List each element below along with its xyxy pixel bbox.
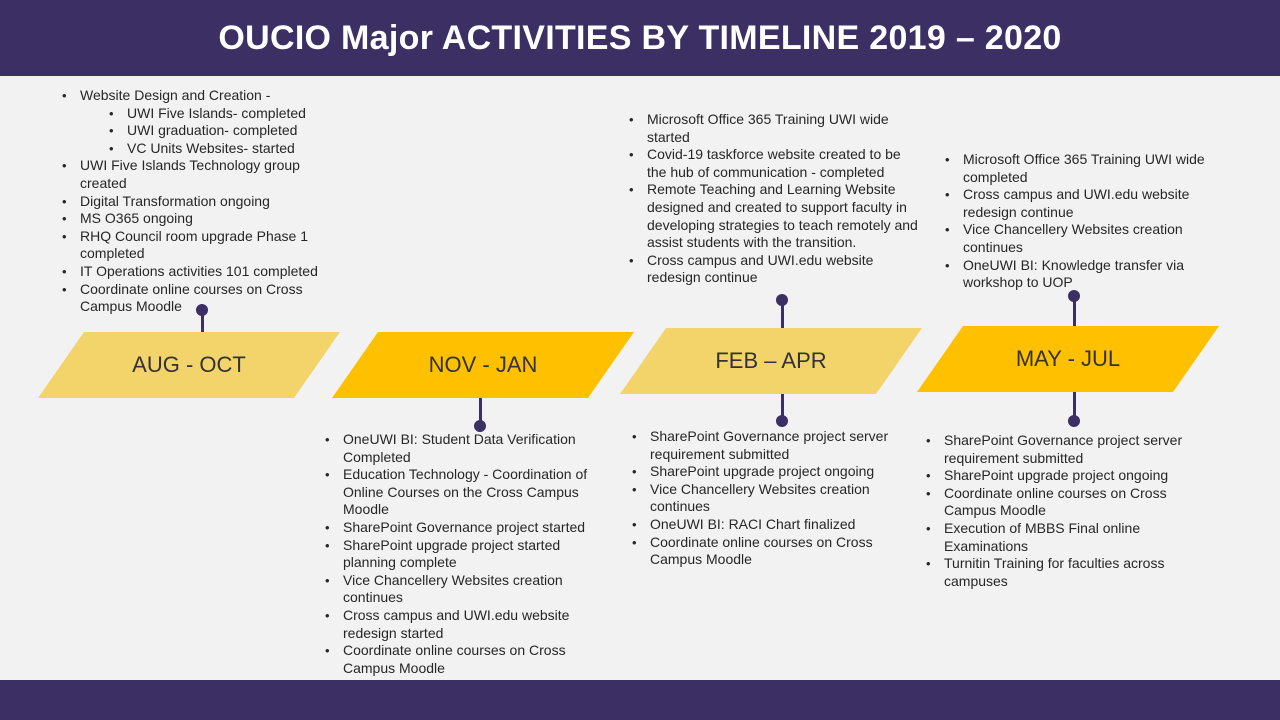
list-item: • SharePoint upgrade project ongoing [924,467,1214,485]
period-label: AUG - OCT [132,352,246,377]
connector-dot-feb-apr-bottom [776,415,788,427]
connector-may-jul-top [1073,298,1076,326]
footer-bar [0,680,1280,720]
list-item: • SharePoint upgrade project started planning complete [323,537,613,572]
list-item: • Cross campus and UWI.edu website redesign continue [627,252,922,287]
list-item: • SharePoint Governance project server requirement submitted [924,432,1214,467]
connector-feb-apr-top [781,304,784,328]
list-item: • Digital Transformation ongoing [60,193,350,211]
list-item: • Cross campus and UWI.edu website redesign started [323,607,613,642]
period-feb-apr [620,328,922,394]
header-bar [0,0,1280,76]
period-may-jul [917,326,1219,392]
period-nov-jan [332,332,634,398]
list-item: • RHQ Council room upgrade Phase 1 completed [60,228,350,263]
activity-list-aug-oct-above [60,87,350,316]
list-item: • Education Technology - Coordination of Online Courses on the Cross Campus Moodle [323,466,613,519]
connector-dot-may-jul-top [1068,290,1080,302]
list-item: • VC Units Websites- started [60,140,350,158]
connector-dot-feb-apr-top [776,294,788,306]
activity-list-may-jul-above [943,151,1233,292]
page-title: OUCIO Major ACTIVITIES BY TIMELINE 2019 – 2020 [218,18,1062,57]
list-item: • Vice Chancellery Websites creation continues [323,572,613,607]
list-item: • Vice Chancellery Websites creation continues [630,481,920,516]
list-item: • Cross campus and UWI.edu website redesign continue [943,186,1233,221]
list-item: • UWI Five Islands- completed [60,105,350,123]
activity-list-nov-jan-below [323,431,613,677]
list-item: • Microsoft Office 365 Training UWI wide started [627,111,922,146]
activity-list-feb-apr-below [630,428,920,569]
list-item: • Covid-19 taskforce website created to be the hub of communication - completed [627,146,922,181]
list-item: • Coordinate online courses on Cross Campus Moodle [630,534,920,569]
list-item: • SharePoint Governance project server requirement submitted [630,428,920,463]
activity-list-may-jul-below [924,432,1214,590]
list-item: • OneUWI BI: RACI Chart finalized [630,516,920,534]
connector-nov-jan [479,398,482,422]
list-item: • OneUWI BI: Student Data Verification Completed [323,431,613,466]
connector-dot-may-jul-bottom [1068,415,1080,427]
list-item: • Coordinate online courses on Cross Campus Moodle [323,642,613,677]
list-item: • Vice Chancellery Websites creation continues [943,221,1233,256]
list-item: • SharePoint Governance project started [323,519,613,537]
period-label: MAY - JUL [1015,346,1121,371]
list-item: • Coordinate online courses on Cross Campus Moodle [924,485,1214,520]
list-item: • Execution of MBBS Final online Examinations [924,520,1214,555]
list-item: • Website Design and Creation - [60,87,350,105]
period-aug-oct [38,332,340,398]
list-item: • SharePoint upgrade project ongoing [630,463,920,481]
list-item: • UWI graduation- completed [60,122,350,140]
list-item: • MS O365 ongoing [60,210,350,228]
list-item: • Microsoft Office 365 Training UWI wide completed [943,151,1233,186]
activity-list-feb-apr-above [627,111,922,287]
period-label: NOV - JAN [428,352,538,377]
period-label: FEB – APR [715,348,827,373]
list-item: • OneUWI BI: Knowledge transfer via workshop to UOP [943,257,1233,292]
list-item: • IT Operations activities 101 completed [60,263,350,281]
list-item: • Turnitin Training for faculties across campuses [924,555,1214,590]
list-item: • UWI Five Islands Technology group created [60,157,350,192]
list-item: • Remote Teaching and Learning Website designed and created to support faculty in developing strategies to teach remotely and assist students with the transition. [627,181,922,251]
list-item: • Coordinate online courses on Cross Campus Moodle [60,281,350,316]
